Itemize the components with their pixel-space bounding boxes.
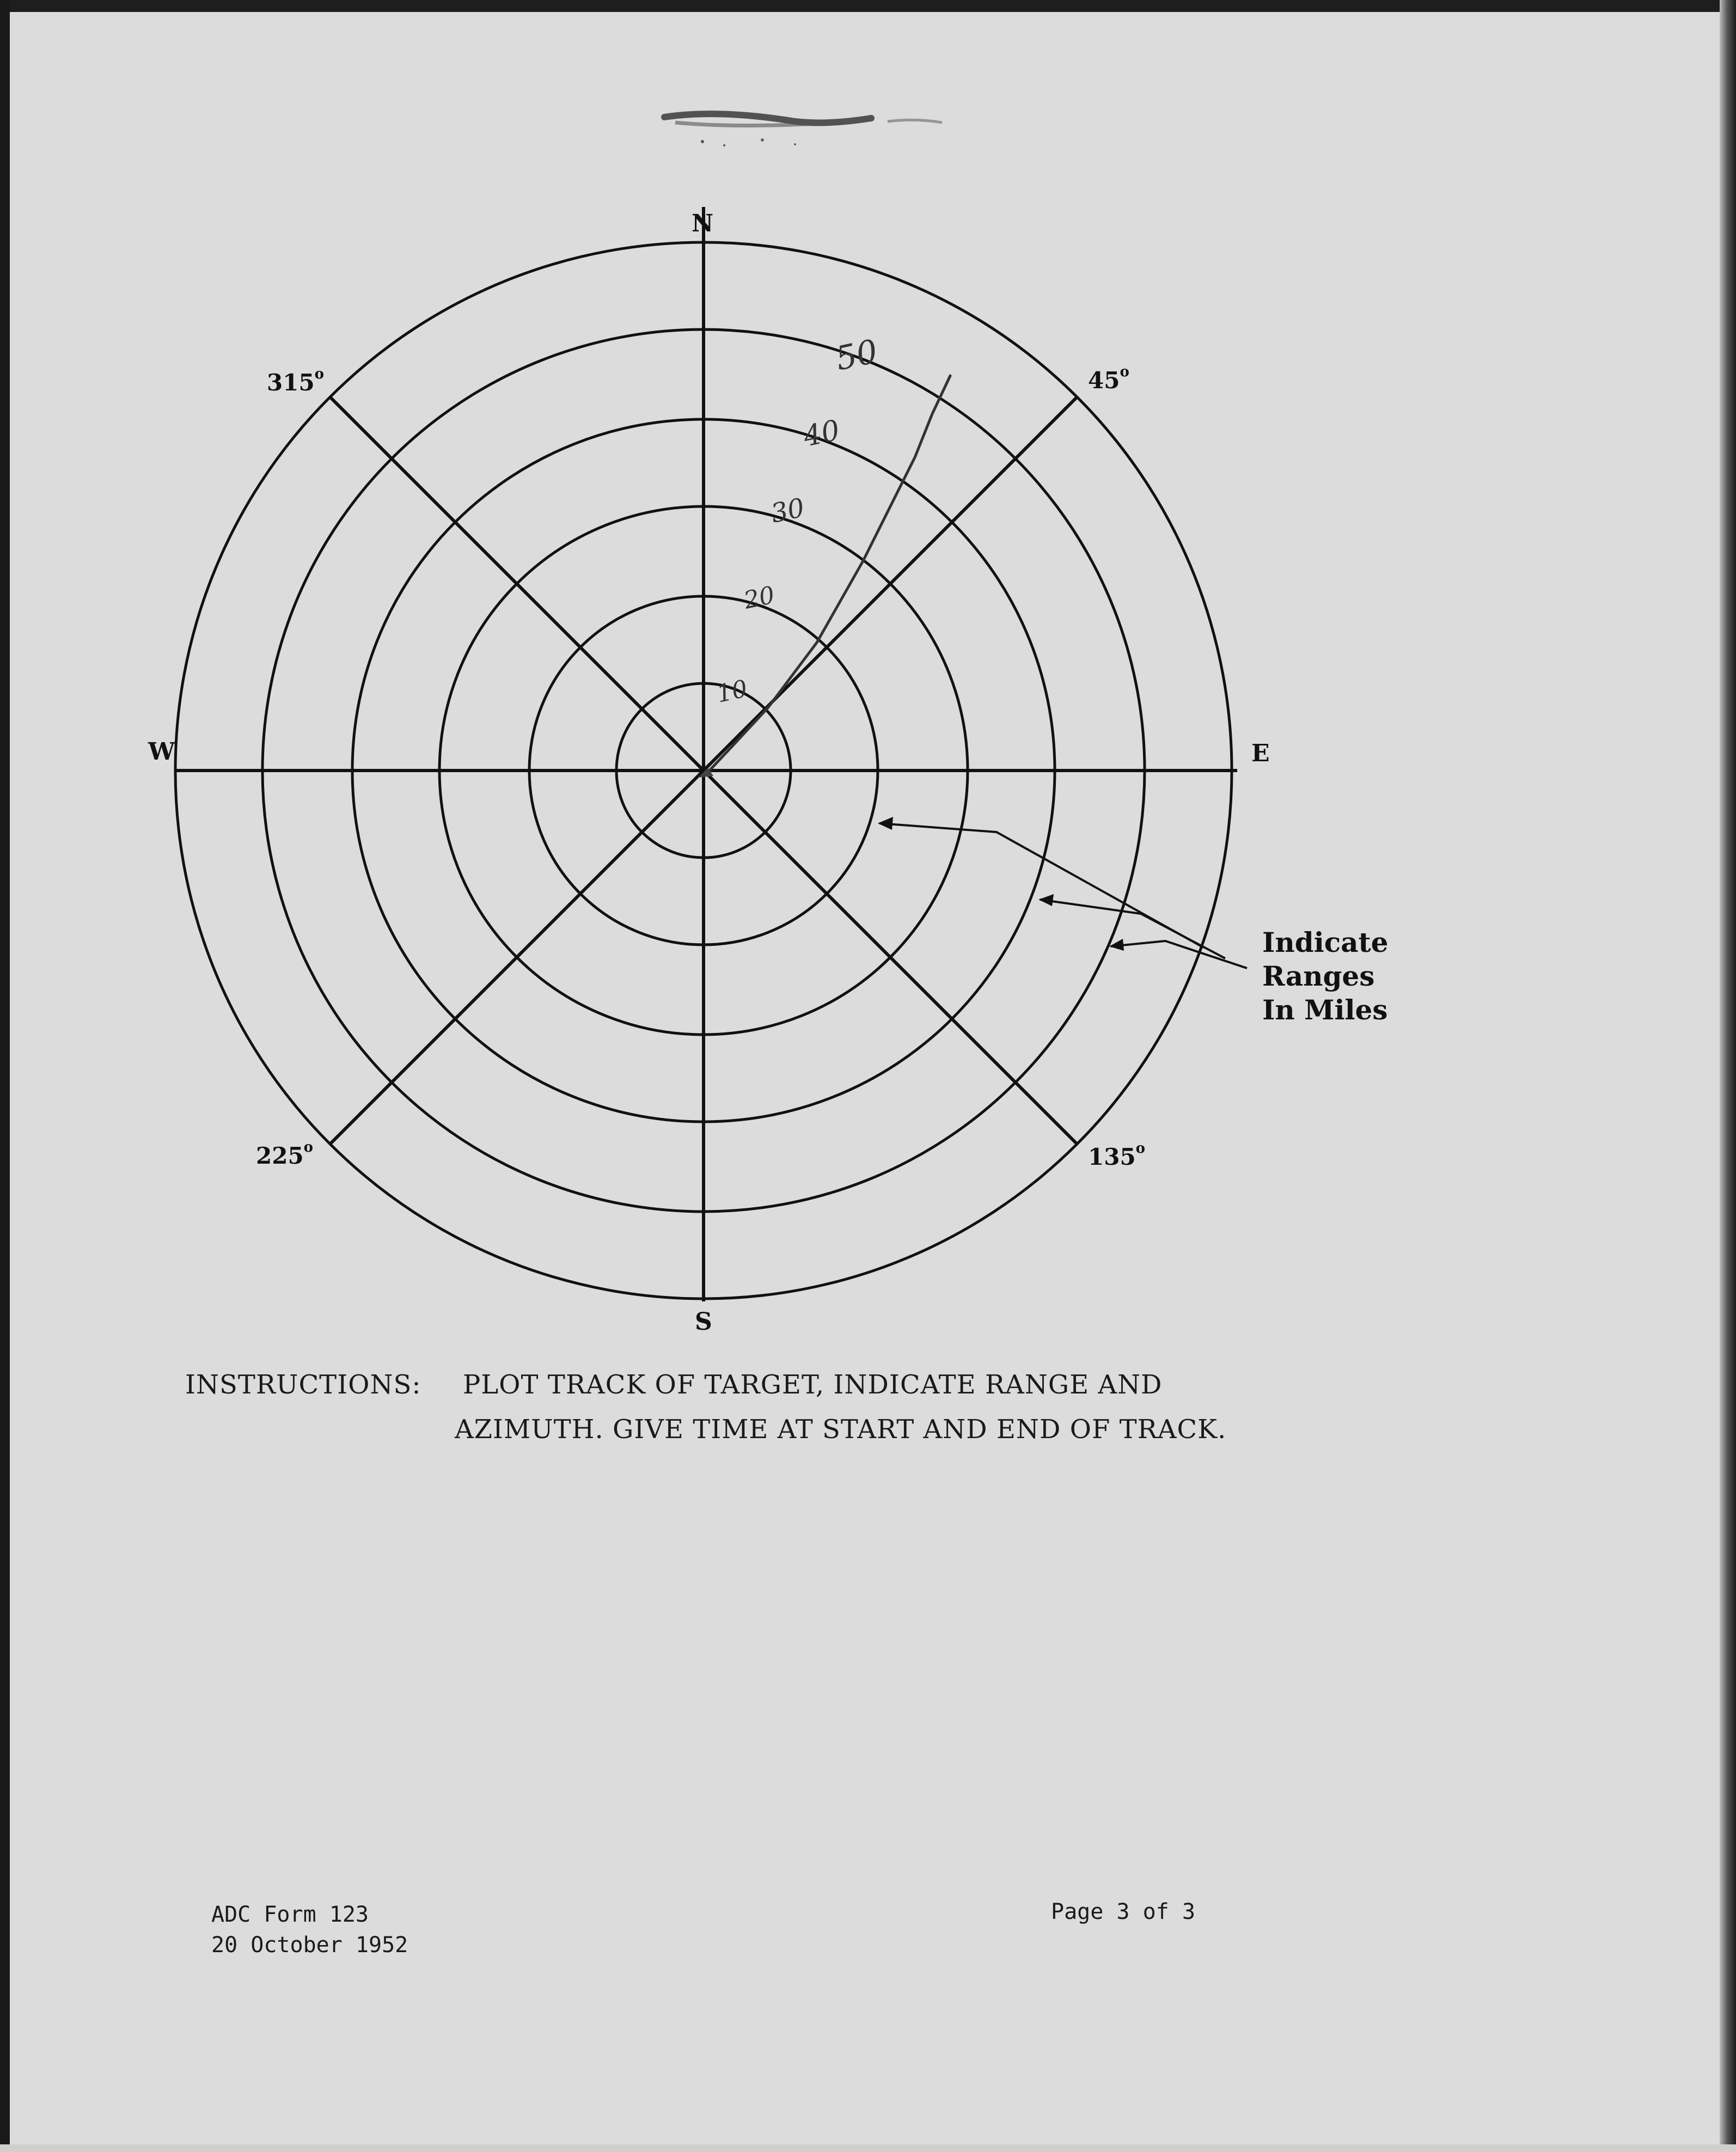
label-north: N — [692, 210, 714, 237]
form-footer — [211, 1899, 408, 1960]
range-pointer-arrows — [878, 817, 1247, 968]
label-east: E — [1251, 739, 1270, 767]
pointer-arrow-outer — [1111, 941, 1247, 968]
indicate-ranges-note — [1262, 926, 1388, 1027]
pencil-range-labels — [714, 332, 881, 708]
label-135-degrees: 135$^o$ — [1088, 1140, 1146, 1170]
page-number: Page 3 of 3 — [1051, 1899, 1195, 1924]
note-line-2: Ranges — [1262, 960, 1375, 992]
pointer-arrow-inner — [879, 823, 1203, 947]
arrowhead-inner — [878, 817, 893, 830]
pencil-range-label-40: 40 — [800, 414, 843, 454]
label-225-degrees: 225$^o$ — [256, 1139, 314, 1169]
form-number: ADC Form 123 — [211, 1902, 369, 1927]
instructions-line-1: PLOT TRACK OF TARGET, INDICATE RANGE AND — [463, 1370, 1163, 1400]
instructions-label: INSTRUCTIONS: — [185, 1370, 421, 1400]
label-south: S — [695, 1308, 712, 1336]
pencil-range-label-30: 30 — [768, 492, 808, 529]
arrowhead-middle — [1038, 894, 1054, 906]
azimuth-lines — [175, 207, 1237, 1301]
pencil-range-label-20: 20 — [741, 581, 778, 615]
instructions-line-2: AZIMUTH. GIVE TIME AT START AND END OF TRACK. — [455, 1414, 1227, 1445]
note-line-3: In Miles — [1262, 994, 1388, 1026]
label-45-degrees: 45$^o$ — [1088, 364, 1129, 394]
form-date: 20 October 1952 — [211, 1933, 408, 1958]
note-line-1: Indicate — [1262, 926, 1389, 958]
label-315-degrees: 315$^o$ — [267, 366, 325, 396]
pencil-range-label-10: 10 — [714, 675, 750, 708]
label-west: W — [148, 738, 175, 766]
pencil-range-label-50: 50 — [832, 332, 881, 378]
